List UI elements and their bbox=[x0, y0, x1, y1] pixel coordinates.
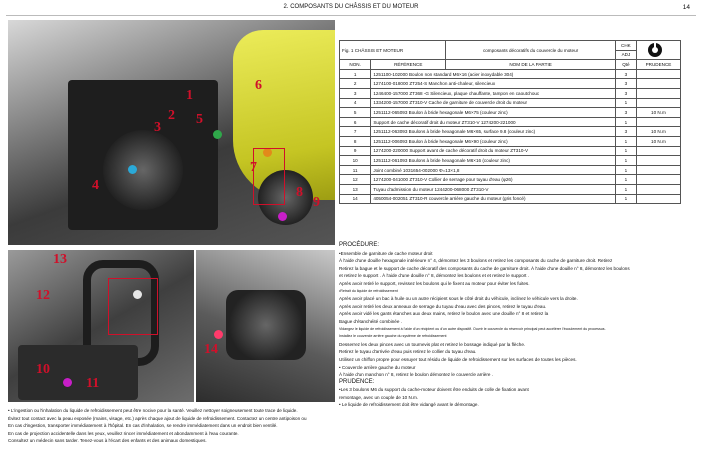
row-number: 10 bbox=[340, 156, 371, 166]
row-quantity: 1 bbox=[615, 117, 636, 127]
row-quantity: 3 bbox=[615, 127, 636, 137]
row-description: 1274100-018000 ZT254-S Manchon anti-chaleur, silencieux bbox=[371, 79, 616, 89]
procedure-line: •Ensemble de garniture de cache moteur droit bbox=[339, 250, 433, 256]
row-prudence bbox=[636, 165, 680, 175]
row-prudence bbox=[636, 146, 680, 156]
callout-label: 12 bbox=[36, 288, 50, 303]
chk-label: CHK bbox=[615, 41, 636, 51]
row-prudence bbox=[636, 194, 680, 204]
row-description: Joint combiné 1031654-002000 Φ=13×1,8 bbox=[371, 165, 616, 175]
row-prudence: 10 N.m bbox=[636, 136, 680, 146]
row-number: 14 bbox=[340, 194, 371, 204]
table-row bbox=[340, 127, 681, 137]
table-row bbox=[340, 117, 681, 127]
row-quantity: 1 bbox=[615, 156, 636, 166]
callout-label: 3 bbox=[154, 120, 161, 135]
row-prudence bbox=[636, 175, 680, 185]
row-description: 1246400-157000 ZT368 -G Silencieux, plaque chauffante, tampon en caoutchouc bbox=[371, 88, 616, 98]
procedure-line: Après avoir retiré le support, revissez les boulons qui le fixent au moteur pour éviter les fuites. bbox=[339, 280, 530, 286]
engine-cover-shape bbox=[103, 130, 183, 210]
table-row bbox=[340, 175, 681, 185]
procedure-line: • Couvercle arrière gauche du moteur bbox=[339, 364, 416, 370]
row-prudence bbox=[636, 98, 680, 108]
row-quantity: 1 bbox=[615, 165, 636, 175]
row-number: 9 bbox=[340, 146, 371, 156]
col-header-prudence: PRUDENCE bbox=[636, 60, 680, 70]
row-prudence bbox=[636, 69, 680, 79]
row-quantity: 3 bbox=[615, 79, 636, 89]
wrench-logo-icon bbox=[647, 42, 663, 58]
safety-note bbox=[8, 407, 335, 445]
table-caption: composants décoratifs du couvercle du moteur bbox=[446, 41, 616, 60]
row-number: 11 bbox=[340, 165, 371, 175]
note-line: • L'ingestion ou l'inhalation du liquide de refroidissement peut être nocive pour la santé. Veuillez nettoyer soigneusement toute trace de liquide. bbox=[8, 408, 298, 413]
procedure-line: Vidangez le liquide de refroidissement à l'aide d'un récipient ou d'un autre dispositif. Ouvrir le couvercle du réservoir principal peut accélérer l'écoulement du processus. bbox=[339, 326, 606, 331]
callout-label: 9 bbox=[313, 195, 320, 210]
row-quantity: 1 bbox=[615, 175, 636, 185]
callout-label: 13 bbox=[53, 252, 67, 267]
note-line: Consultez un médecin sans tarder. Tenez-vous à l'écart des enfants et des animaux domestiques. bbox=[8, 438, 207, 443]
marked-drain-bolt bbox=[63, 378, 72, 387]
procedure-line: À l'aide d'un manchon n° 8, retirez le boulon démontez le couvercle arrière . bbox=[339, 372, 493, 378]
col-header-qty: Qté bbox=[615, 60, 636, 70]
row-prudence bbox=[636, 88, 680, 98]
row-description: 1274200-220000 Support avant de cache décoratif droit du moteur ZT310-V bbox=[371, 146, 616, 156]
callout-label: 14 bbox=[204, 342, 218, 357]
row-number: 2 bbox=[340, 79, 371, 89]
procedure-line: Retirez le tuyau d'arrivée d'eau puis retirez le collier du tuyau d'eau. bbox=[339, 349, 477, 355]
marked-bolt bbox=[214, 330, 223, 339]
procedure-line: • Le liquide de refroidissement doit être vidangé avant le démontage. bbox=[339, 402, 479, 408]
page-title: 2. COMPOSANTS DU CHÂSSIS ET DU MOTEUR bbox=[283, 4, 419, 10]
note-line: En cas d'ingestion, transporter immédiatement à l'hôpital. En cas d'inhalation, se rendre immédiatement dans un endroit bien ventilé. bbox=[8, 423, 278, 428]
callout-label: 4 bbox=[92, 178, 99, 193]
table-row bbox=[340, 184, 681, 194]
procedure-line: Retirez la bague et le support de cache décoratif des composants du cache de garniture droit. À l'aide d'une douille n° 8, démontez les boulons bbox=[339, 265, 630, 271]
rear-left-cover-photo bbox=[196, 250, 335, 402]
rear-cover-shape bbox=[226, 290, 306, 360]
row-description: 1251112-006093 Boulon à bride hexagonale M6×90 (couleur zinc) bbox=[371, 136, 616, 146]
procedure-section bbox=[339, 242, 691, 409]
row-description: 1251112-065093 Boulon à bride hexagonale M6×75 (couleur zinc) bbox=[371, 108, 616, 118]
coolant-hose-photo bbox=[8, 250, 194, 402]
page-number: 14 bbox=[682, 4, 690, 11]
marked-bolt-blue bbox=[128, 165, 137, 174]
page-header bbox=[0, 4, 702, 16]
callout-label: 6 bbox=[255, 78, 262, 93]
row-number: 13 bbox=[340, 184, 371, 194]
row-description: 1274200-041000 ZT310-V Collier de serrage pour tuyau d'eau (φ26) bbox=[371, 175, 616, 185]
table-row bbox=[340, 136, 681, 146]
row-description: 1334200-157000 ZT310-V Cache de garniture de couvercle droit du moteur bbox=[371, 98, 616, 108]
row-prudence bbox=[636, 156, 680, 166]
procedure-line: Après avoir placé un bac à huile ou un autre récipient sous le côté droit du véhicule, inclinez le véhicule vers la droite. bbox=[339, 296, 578, 302]
table-row bbox=[340, 108, 681, 118]
row-prudence bbox=[636, 184, 680, 194]
procedure-line: Desserrez les deux pinces avec un tournevis plat et retirez le bossage indiqué par la flèche. bbox=[339, 341, 526, 347]
callout-label: 5 bbox=[196, 112, 203, 127]
row-number: 3 bbox=[340, 88, 371, 98]
row-prudence: 10 N.m bbox=[636, 127, 680, 137]
col-header-name: NOM DE LA PARTIE bbox=[446, 60, 616, 70]
row-number: 7 bbox=[340, 127, 371, 137]
row-quantity: 1 bbox=[615, 98, 636, 108]
procedure-line: Utilisez un chiffon propre pour essuyer tout résidu de liquide de refroidissement sur les surfaces de toutes les pièces. bbox=[339, 356, 577, 362]
table-row bbox=[340, 69, 681, 79]
row-number: 6 bbox=[340, 117, 371, 127]
header-divider bbox=[6, 15, 696, 16]
callout-label: 11 bbox=[86, 376, 100, 391]
callout-label: 8 bbox=[296, 185, 303, 200]
table-row bbox=[340, 98, 681, 108]
row-description: 1251100-102000 Boulon non standard M6×16 (acier inoxydable 304) bbox=[371, 69, 616, 79]
row-number: 1 bbox=[340, 69, 371, 79]
row-number: 12 bbox=[340, 175, 371, 185]
table-row bbox=[340, 79, 681, 89]
callout-label: 1 bbox=[186, 88, 193, 103]
marked-bolt-magenta bbox=[278, 212, 287, 221]
procedure-line: Bague d'étanchéité combinée . bbox=[339, 318, 402, 324]
procedure-line: et retirez le support . À l'aide d'une douille n° 8, démontez les boulons et et retirez le support . bbox=[339, 273, 530, 279]
note-line: En cas de projection accidentelle dans les yeux, veuillez rincer immédiatement et abondamment à l'eau courante. bbox=[8, 430, 239, 436]
row-quantity: 1 bbox=[615, 136, 636, 146]
col-header-no: NON. bbox=[340, 60, 371, 70]
callout-label: 7 bbox=[250, 160, 257, 175]
procedure-line: •Retrait du liquide de refroidissement bbox=[339, 288, 398, 293]
table-row bbox=[340, 88, 681, 98]
parts-table bbox=[339, 40, 681, 204]
row-number: 8 bbox=[340, 136, 371, 146]
table-row bbox=[340, 165, 681, 175]
row-prudence bbox=[636, 79, 680, 89]
adj-label: ADJ bbox=[615, 50, 636, 60]
procedure-heading: PROCÉDURE: bbox=[339, 242, 380, 248]
engine-right-side-photo bbox=[8, 20, 335, 245]
row-number: 4 bbox=[340, 98, 371, 108]
row-description: 4050054-002051 ZT310-R couvercle arrière gauche du moteur (gris foncé) bbox=[371, 194, 616, 204]
table-row bbox=[340, 146, 681, 156]
highlight-box bbox=[253, 148, 285, 205]
row-number: 5 bbox=[340, 108, 371, 118]
col-header-ref: RÉFÉRENCE bbox=[371, 60, 446, 70]
procedure-line: Après avoir retiré les deux anneaux de serrage du tuyau d'eau avec des pinces, retirez le tuyau d'eau. bbox=[339, 303, 547, 309]
highlight-box bbox=[108, 278, 158, 335]
row-quantity: 3 bbox=[615, 108, 636, 118]
callout-label: 2 bbox=[168, 108, 175, 123]
row-description: 1251112-063093 Boulons à bride hexagonale M6×65, surface 9.8 (couleur zinc) bbox=[371, 127, 616, 137]
note-line: Évitez tout contact avec la peau exposée (mains, visage, etc.) après chaque ajout de liquide de refroidissement. Contactez un centre antipoison ou bbox=[8, 415, 307, 421]
row-quantity: 3 bbox=[615, 69, 636, 79]
procedure-line: remontage, avec un couple de 10 N.m. bbox=[339, 394, 419, 400]
row-prudence: 10 N.m bbox=[636, 108, 680, 118]
row-description: Support de cache décoratif droit du moteur ZT310-V 1274200-221000 bbox=[371, 117, 616, 127]
row-description: Tuyau d'admission du moteur 1244200-068000 ZT310-V bbox=[371, 184, 616, 194]
procedure-line: Installez le couvercle arrière gauche du système de refroidissement bbox=[339, 334, 447, 339]
table-row bbox=[340, 156, 681, 166]
procedure-line: PRUDENCE: bbox=[339, 378, 375, 385]
table-row bbox=[340, 194, 681, 204]
callout-label: 10 bbox=[36, 362, 50, 377]
row-quantity: 3 bbox=[615, 88, 636, 98]
procedure-line: À l'aide d'une douille hexagonale intérieure n° 4, démontez les 3 boulons et retirez les composants du cache de garniture droit. Retirez bbox=[339, 258, 613, 264]
row-prudence bbox=[636, 117, 680, 127]
row-quantity: 1 bbox=[615, 194, 636, 204]
row-quantity: 1 bbox=[615, 146, 636, 156]
procedure-line: Après avoir vidé les gants étanches aux deux mains, retirez le boulon avec une douille n° 8 et retirez la bbox=[339, 311, 549, 317]
procedure-line: •Les 3 boulons M6 du support du cache-moteur doivent être enduits de colle de fixation avant bbox=[339, 387, 529, 393]
row-description: 1251112-061093 Boulons à bride hexagonale M6×16 (couleur zinc) bbox=[371, 156, 616, 166]
row-quantity: 1 bbox=[615, 184, 636, 194]
fig-label: Fig. 1 CHÂSSIS ET MOTEUR bbox=[340, 41, 446, 60]
marked-bolt-green bbox=[213, 130, 222, 139]
